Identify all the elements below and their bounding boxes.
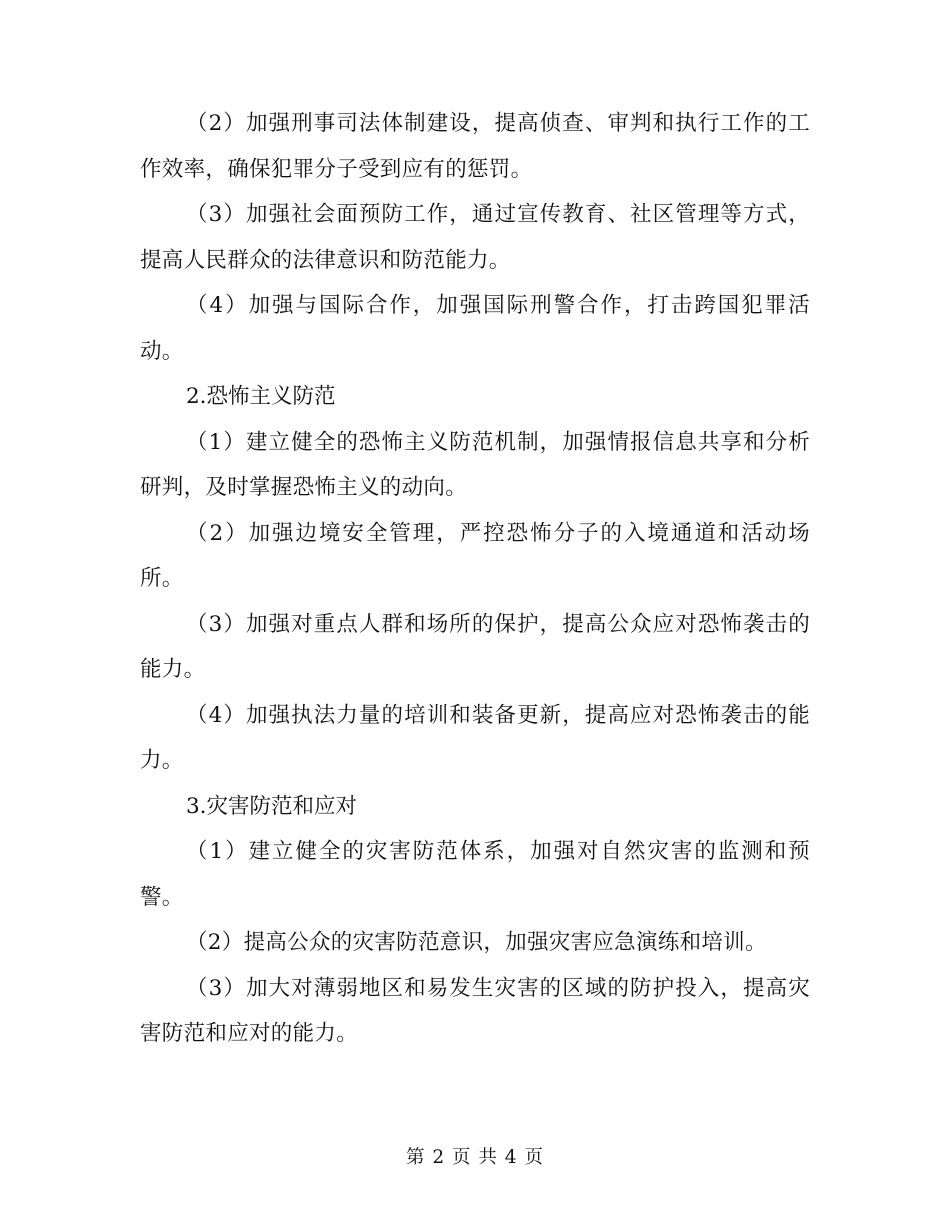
paragraph-criminal-justice: （2）加强刑事司法体制建设，提高侦查、审判和执行工作的工作效率，确保犯罪分子受到应有的惩罚。 bbox=[140, 111, 810, 182]
page-number-footer: 第 2 页 共 4 页 bbox=[406, 1147, 544, 1168]
document-body bbox=[140, 101, 810, 1057]
paragraph-key-protection: （3）加强对重点人群和场所的保护，提高公众应对恐怖袭击的能力。 bbox=[140, 611, 810, 682]
paragraph-terrorism-mechanism: （1）建立健全的恐怖主义防范机制，加强情报信息共享和分析研判，及时掌握恐怖主义的动向。 bbox=[140, 429, 810, 500]
paragraph-law-enforcement-training: （4）加强执法力量的培训和装备更新，提高应对恐怖袭击的能力。 bbox=[140, 702, 810, 773]
paragraph-social-prevention: （3）加强社会面预防工作，通过宣传教育、社区管理等方式，提高人民群众的法律意识和防范能力。 bbox=[140, 202, 810, 273]
paragraph-disaster-system: （1）建立健全的灾害防范体系，加强对自然灾害的监测和预警。 bbox=[140, 839, 810, 910]
paragraph-border-security: （2）加强边境安全管理，严控恐怖分子的入境通道和活动场所。 bbox=[140, 520, 810, 591]
paragraph-disaster-awareness: （2）提高公众的灾害防范意识，加强灾害应急演练和培训。 bbox=[186, 930, 767, 955]
paragraph-disaster-investment: （3）加大对薄弱地区和易发生灾害的区域的防护投入，提高灾害防范和应对的能力。 bbox=[140, 975, 810, 1046]
section-heading-terrorism: 2.恐怖主义防范 bbox=[186, 384, 336, 409]
paragraph-international-cooperation: （4）加强与国际合作，加强国际刑警合作，打击跨国犯罪活动。 bbox=[140, 293, 810, 364]
section-heading-disaster: 3.灾害防范和应对 bbox=[186, 793, 358, 819]
